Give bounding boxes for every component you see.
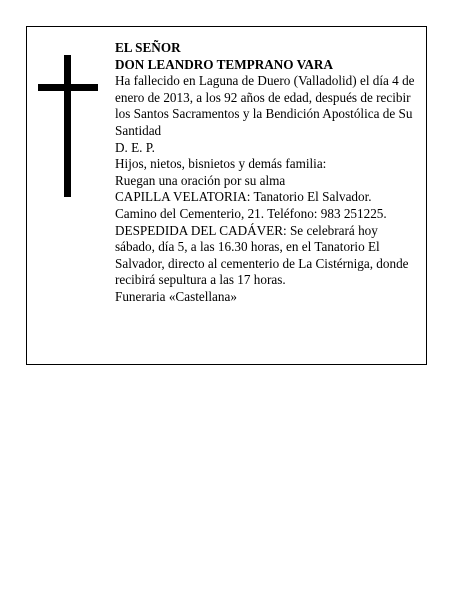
announcement-text: Ha fallecido en Laguna de Duero (Valladolid) el día 4 de enero de 2013, a los 92 años de edad, después de recibir los Santos Sacramentos y la Bendición Apostólica de Su Santidad: [115, 73, 415, 138]
honorific: EL SEÑOR: [115, 40, 181, 55]
obituary-text: [115, 40, 420, 306]
farewell-text: DESPEDIDA DEL CADÁVER: Se celebrará hoy sábado, día 5, a las 16.30 horas, en el Tanatorio El Salvador, directo al cementerio de La Cistérniga, donde recibirá sepultura a las 17 horas.: [115, 222, 409, 288]
deceased-name: DON LEANDRO TEMPRANO VARA: [115, 56, 333, 72]
cross-icon: [38, 55, 98, 197]
rip-text: D. E. P.: [115, 139, 155, 155]
family-text: Hijos, nietos, bisnietos y demás familia:: [115, 156, 327, 172]
chapel-address-text: Camino del Cementerio, 21. Teléfono: 983 251225.: [115, 205, 387, 221]
cross-vertical-bar: [64, 55, 71, 197]
funeral-home-text: Funeraria «Castellana»: [115, 288, 237, 304]
chapel-text: CAPILLA VELATORIA: Tanatorio El Salvador.: [115, 189, 372, 205]
cross-horizontal-bar: [38, 84, 98, 91]
prayer-request-text: Ruegan una oración por su alma: [115, 172, 286, 188]
